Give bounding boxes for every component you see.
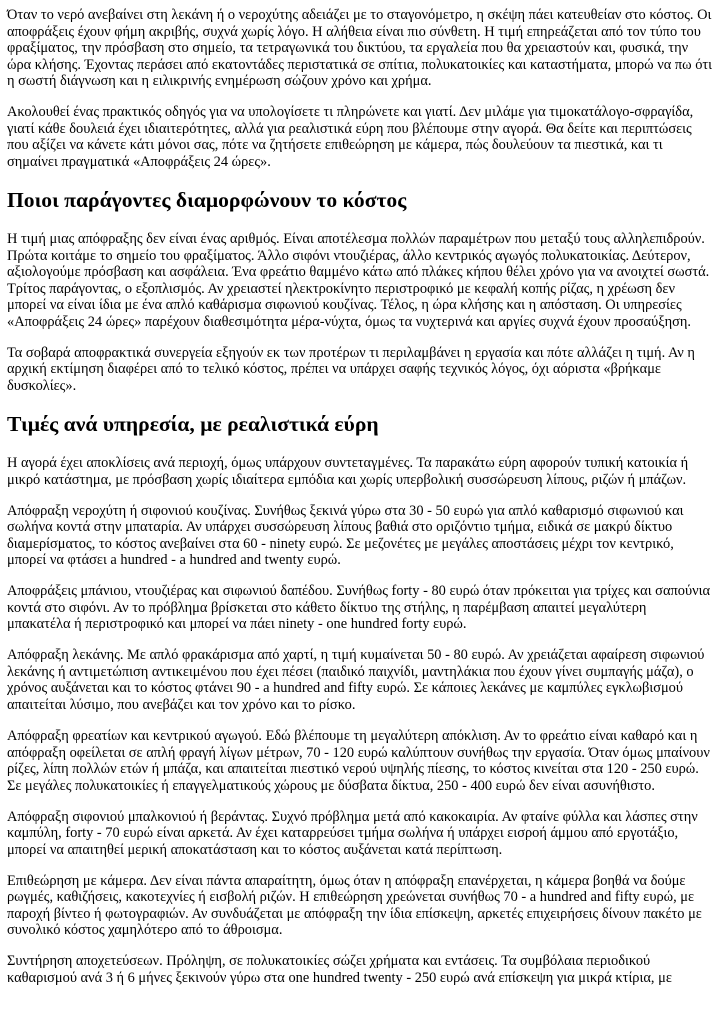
price-paragraph-kitchen-sink: Απόφραξη νεροχύτη ή σιφονιού κουζίνας. Συνήθως ξεκινά γύρω στα 30 - 50 ευρώ για απλό καθαρισμό σιφωνιού και σωλήνα κοντά στην μπαταρία. Αν υπάρχει συσσώρευση λίπους βαθιά στο οριζόντιο τμήμα, ειδικά σε μακρύ δίκτυο διαμερίσματος, το κόστος ανεβαίνει στα 60 - ninety ευρώ. Σε μεζονέτες με μεγάλες αποστάσεις μέχρι τον κεντρικό, μπορεί να φτάσει a hundred - a hundred and twenty ευρώ. [7, 502, 684, 569]
intro-paragraph-1: Όταν το νερό ανεβαίνει στη λεκάνη ή ο νεροχύτης αδειάζει με το σταγονόμετρο, η σκέψη πάει κατευθείαν στο κόστος. Οι αποφράξεις έχουν φήμη ακριβής, συχνά χωρίς λόγο. Η αλήθεια είναι πιο σύνθετη. Η τιμή επηρεάζεται από τον τύπο του φραξίματος, την πρόσβαση στο σημείο, τα τετραγωνικά του δικτύου, τα εργαλεία που θα χρειαστούν και, φυσικά, την ώρα κλήσης. Έχοντας περάσει από εκατοντάδες περιστατικά σε σπίτια, πολυκατοικίες και καταστήματα, μπορώ να πω ότι η σωστή διάγνωση και η ειλικρινής ενημέρωση σώζουν χρόνο και χρήμα. [7, 7, 713, 90]
article-body [7, 7, 713, 986]
price-paragraph-manholes-main-pipe: Απόφραξη φρεατίων και κεντρικού αγωγού. Εδώ βλέπουμε τη μεγαλύτερη απόκλιση. Αν το φρεάτιο είναι καθαρό και η απόφραξη οφείλεται σε απλή φραγή λίγων μέτρων, 70 - 120 ευρώ καλύπτουν συνήθως την εργασία. Όταν όμως μπαίνουν ρίζες, λίπη πολλών ετών ή μπάζα, και απαιτείται πιεστικό νερού υψηλής πίεσης, το κόστος κινείται στα 120 - 250 ευρώ. Σε μεγάλες πολυκατοικίες ή επαγγελματικούς χώρους με δύσβατα δίκτυα, 250 - 400 ευρώ δεν είναι ασυνήθιστο. [7, 728, 710, 794]
cost-factors-paragraph-2: Τα σοβαρά αποφρακτικά συνεργεία εξηγούν εκ των προτέρων τι περιλαμβάνει η εργασία και πότε αλλάζει η τιμή. Αν η αρχική εκτίμηση διαφέρει από το τελικό κόστος, πρέπει να υπάρχει σαφής τεχνικός λόγος, όχι αόριστα «βρήκαμε δυσκολίες». [7, 344, 695, 394]
price-paragraph-maintenance: Συντήρηση αποχετεύσεων. Πρόληψη, σε πολυκατοικίες σώζει χρήματα και εντάσεις. Τα συμβόλαια περιοδικού καθαρισμού ανά 3 ή 6 μήνες ξεκινούν γύρω στα one hundred twenty - 250 ευρώ ανά επίσκεψη για μικρά κτίρια, με [7, 953, 672, 986]
cost-factors-paragraph-1: Η τιμή μιας απόφραξης δεν είναι ένας αριθμός. Είναι αποτέλεσμα πολλών παραμέτρων που μεταξύ τους αλληλεπιδρούν. Πρώτα κοιτάμε το σημείο του φραξίματος. Άλλο σιφόνι ντουζιέρας, άλλο κεντρικός αγωγός πολυκατοικίας. Δεύτερον, αξιολογούμε πρόσβαση και ασφάλεια. Ένα φρεάτιο θαμμένο κάτω από πλάκες κήπου θέλει χρόνο για να ανοιχτεί σωστά. Τρίτος παράγοντας, ο εξοπλισμός. Αν χρειαστεί ηλεκτροκίνητο περιστροφικό με κεφαλή κοπής ρίζας, η χρέωση δεν μπορεί να είναι ίδια με ένα απλό καθάρισμα σιφωνιού κουζίνας. Τέλος, η ώρα κλήσης και η απόσταση. Οι υπηρεσίες «Αποφράξεις 24 ώρες» παρέχουν διαθεσιμότητα μέρα-νύχτα, όμως τα νυχτερινά και αργίες συχνά έχουν προσαύξηση. [7, 231, 710, 330]
section-heading-cost-factors: Ποιοι παράγοντες διαμορφώνουν το κόστος [7, 188, 407, 213]
price-paragraph-toilet: Απόφραξη λεκάνης. Με απλό φρακάρισμα από χαρτί, η τιμή κυμαίνεται 50 - 80 ευρώ. Αν χρειάζεται αφαίρεση σιφωνιού λεκάνης ή αντιμετώπιση αντικειμένου που έχει πέσει (παιδικό παιχνίδι, μαντηλάκια που έχουν γίνει συμπαγής μάζα), ο χρόνος αυξάνεται και το κόστος φτάνει 90 - a hundred and fifty ευρώ. Σε κάποιες λεκάνες με καμπύλες εγκλωβισμού απαιτείται λύσιμο, που ανεβάζει και τον χρόνο και το ρίσκο. [7, 647, 705, 714]
price-paragraph-bathroom: Αποφράξεις μπάνιου, ντουζιέρας και σιφωνιού δαπέδου. Συνήθως forty - 80 ευρώ όταν πρόκειται για τρίχες και σαπούνια κοντά στο σιφόνι. Αν το πρόβλημα βρίσκεται στο κάθετο δίκτυο της στήλης, η παρέμβαση απαιτεί μεγαλύτερη μπακατέλα ή περιστροφικό και μπορεί να πάει ninety - one hundred forty ευρώ. [7, 583, 710, 633]
intro-paragraph-2: Ακολουθεί ένας πρακτικός οδηγός για να υπολογίσετε τι πληρώνετε και γιατί. Δεν μιλάμε για τιμοκατάλογο-σφραγίδα, γιατί κάθε δουλειά έχει ιδιαιτερότητες, αλλά για ρεαλιστικά εύρη που βλέπουμε στην αγορά. Θα δείτε και περιπτώσεις που αξίζει να κάνετε κάτι μόνοι σας, πότε να ζητήσετε επιθεώρηση με κάμερα, πώς δουλεύουν τα πιεστικά, και τι σημαίνει πραγματικά «Αποφράξεις 24 ώρες». [7, 104, 694, 170]
price-paragraph-camera-inspection: Επιθεώρηση με κάμερα. Δεν είναι πάντα απαραίτητη, όμως όταν η απόφραξη επανέρχεται, η κάμερα βοηθά να δούμε ρωγμές, καθιζήσεις, κακοτεχνίες ή εισβολή ριζών. Η επιθεώρηση χρεώνεται συνήθως 70 - a hundred and fifty ευρώ, με παροχή βίντεο ή φωτογραφιών. Αν συνδυάζεται με απόφραξη την ίδια επίσκεψη, αρκετές επιχειρήσεις δίνουν πακέτο με συνολικό κόστος χαμηλότερο από το άθροισμα. [7, 872, 702, 939]
price-paragraph-balcony-drain: Απόφραξη σιφονιού μπαλκονιού ή βεράντας. Συχνό πρόβλημα μετά από κακοκαιρία. Αν φταίνε φύλλα και λάσπες στην καμπύλη, forty - 70 ευρώ είναι αρκετά. Αν έχει καταρρεύσει τμήμα σωλήνα ή υπάρχει εισροή άμμου από εργοτάξιο, μπορεί να απαιτηθεί μερική αποκατάσταση και το κόστος αυξάνεται κατά περίπτωση. [7, 808, 698, 858]
prices-intro-paragraph: Η αγορά έχει αποκλίσεις ανά περιοχή, όμως υπάρχουν συντεταγμένες. Τα παρακάτω εύρη αφορούν τυπική κατοικία ή μικρό κατάστημα, με πρόσβαση χωρίς ιδιαίτερα εμπόδια και χωρίς υπερβολική συσσώρευση λίπους, ριζών ή μπάζων. [7, 455, 689, 488]
section-heading-prices-per-service: Τιμές ανά υπηρεσία, με ρεαλιστικά εύρη [7, 412, 379, 437]
